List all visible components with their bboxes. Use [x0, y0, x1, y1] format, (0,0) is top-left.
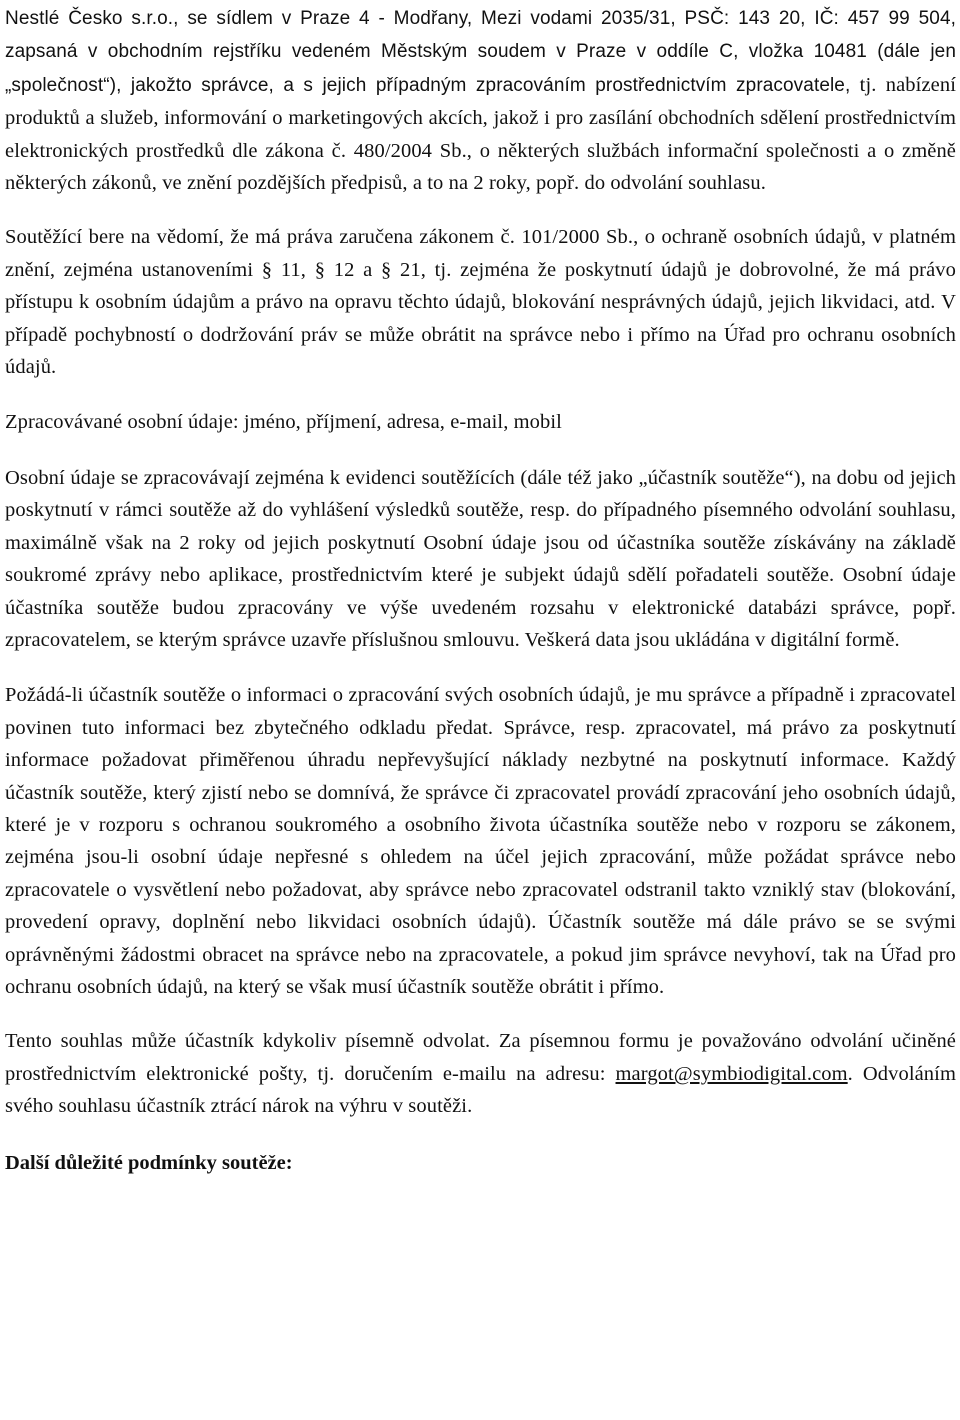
paragraph-processing-purpose: Osobní údaje se zpracovávají zejména k evidenci soutěžících (dále též jako „účastník soutěže“), na dobu od jejich poskytnutí v rámci soutěže až do vyhlášení výsledků soutěže, resp. do případného písemného odvolání souhlasu, maximálně však na 2 roky od jejich poskytnutí Osobní údaje jsou od účastníka soutěže získávány na základě soukromé zprávy nebo aplikace, prostřednictvím které je subjekt údajů sdělí pořadateli soutěže. Osobní údaje účastníka soutěže budou zpracovány ve výše uvedeném rozsahu v elektronické databázi správce, popř. zpracovatelem, se kterým správce uzavře příslušnou smlouvu. Veškerá data jsou ukládána v digitální formě. [5, 466, 956, 651]
paragraph-processed-data: Zpracovávané osobní údaje: jméno, příjmení, adresa, e-mail, mobil [5, 411, 562, 434]
section-heading: Další důležité podmínky soutěže: [5, 1151, 293, 1174]
document-page [5, 2, 956, 1179]
paragraph-controller-lead: Nestlé Česko s.r.o., se sídlem v Praze 4 - Modřany, Mezi vodami 2035/31, PSČ: 143 20, IČ: 457 99 504, zapsaná v obchodním rejstříku vedeném Městským soudem v Praze v oddíle C, vložka 10481 (dále jen „společnost“), jakožto správce, a s jejich případným zpracováním prostřednictvím zpracovatele, [5, 8, 956, 96]
paragraph-information-request: Požádá-li účastník soutěže o informaci o zpracování svých osobních údajů, je mu správce a případně i zpracovatel povinen tuto informaci bez zbytečného odkladu předat. Správce, resp. zpracovatel, má právo za poskytnutí informace požadovat přiměřenou úhradu nepřevyšující náklady nezbytné na poskytnutí informace. Každý účastník soutěže, který zjistí nebo se domnívá, že správce či zpracovatel provádí zpracování jeho osobních údajů, které je v rozporu s ochranou soukromého a osobního života účastníka soutěže nebo v rozporu se zákonem, zejména jsou-li osobní údaje nepřesné s ohledem na účel jejich zpracování, může požádat správce nebo zpracovatele o vysvětlení nebo požadovat, aby správce nebo zpracovatel odstranil takto vzniklý stav (blokování, provedení opravy, doplnění nebo likvidaci osobních údajů). Účastník soutěže má dále právo se se svými oprávněnými žádostmi obracet na správce nebo na zpracovatele, a pokud jim správce nevyhoví, tak na Úřad pro ochranu osobních údajů, na který se však musí účastník soutěže obrátit i přímo. [5, 684, 956, 998]
revocation-text-before: Tento souhlas může účastník kdykoliv písemně odvolat. Za písemnou formu je považováno odvolání učiněné prostřednictvím elektronické pošty, tj. doručením e-mailu na adresu: [5, 1030, 956, 1085]
paragraph-controller-consent [5, 2, 956, 199]
paragraph-controller-rest: tj. nabízení produktů a služeb, informování o marketingových akcích, jakož i pro zasílání obchodních sdělení prostřednictvím elektronických prostředků dle zákona č. 480/2004 Sb., o některých službách informační společnosti a o změně některých zákonů, ve znění pozdějších předpisů, a to na 2 roky, popř. do odvolání souhlasu. [5, 73, 956, 195]
paragraph-rights: Soutěžící bere na vědomí, že má práva zaručena zákonem č. 101/2000 Sb., o ochraně osobních údajů, v platném znění, zejména ustanoveními § 11, § 12 a § 21, tj. zejména že poskytnutí údajů je dobrovolné, že má právo přístupu k osobním údajům a právo na opravu těchto údajů, blokování nesprávných údajů, jejich likvidaci, atd. V případě pochybností o dodržování práv se může obrátit na správce nebo i přímo na Úřad pro ochranu osobních údajů. [5, 226, 956, 379]
revocation-text-after: . Odvoláním svého souhlasu účastník ztrácí nárok na výhru v soutěži. [5, 1062, 957, 1118]
email-link[interactable]: margot@symbiodigital.com [615, 1062, 848, 1085]
paragraph-revocation [5, 1025, 956, 1122]
